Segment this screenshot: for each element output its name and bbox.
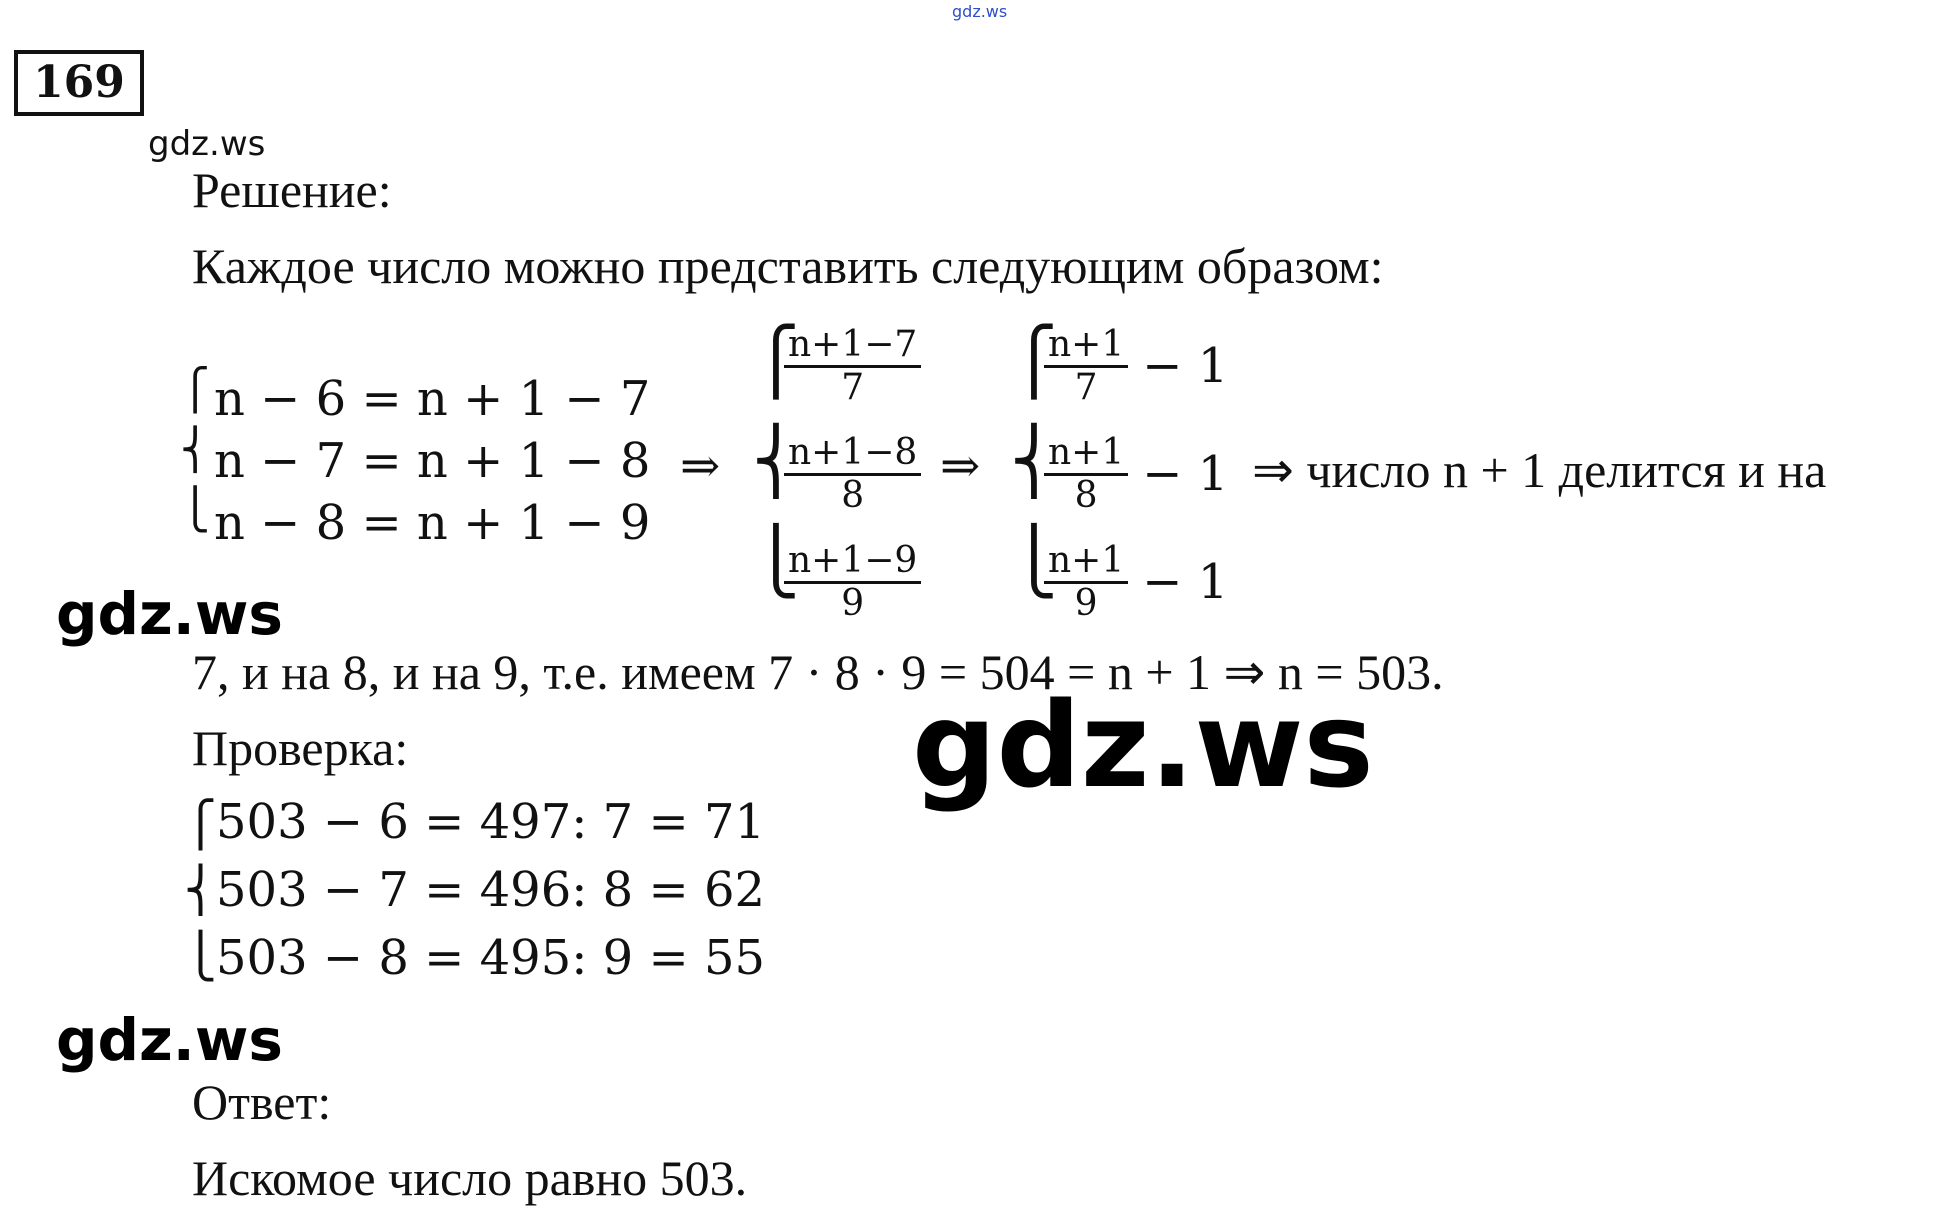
minus-one: − 1 <box>1142 338 1229 394</box>
equation-line: n − 7 = n + 1 − 8 <box>214 433 651 489</box>
numerator: n+1−8 <box>788 431 918 473</box>
numerator: n+1−7 <box>788 323 918 365</box>
check-line: 503 − 6 = 497: 7 = 71 <box>216 794 766 850</box>
conclusion-tail: ⇒ число n + 1 делится и на <box>1252 442 1827 498</box>
fraction <box>1044 325 1128 408</box>
fraction <box>784 433 921 516</box>
equation-system-1 <box>214 368 650 554</box>
check-system <box>216 788 765 992</box>
fraction-system-3 <box>1044 312 1228 636</box>
denominator: 8 <box>784 473 921 516</box>
equation-line: n − 8 = n + 1 − 9 <box>214 495 651 551</box>
left-brace: ⎧ ⎨ ⎩ <box>1010 325 1058 599</box>
solution-intro: Каждое число можно представить следующим образом: <box>192 238 1384 294</box>
minus-one: − 1 <box>1142 446 1229 502</box>
fraction <box>784 541 921 624</box>
watermark-medium: gdz.ws <box>56 580 283 648</box>
left-brace: ⎧ ⎨ ⎩ <box>752 325 800 599</box>
equation-line: n − 6 = n + 1 − 7 <box>214 371 651 427</box>
numerator: n+1 <box>1048 431 1125 473</box>
watermark-small: gdz.ws <box>148 124 266 164</box>
watermark-large: gdz.ws <box>912 676 1374 814</box>
fraction <box>784 325 921 408</box>
solution-label: Решение: <box>192 162 392 218</box>
numerator: n+1 <box>1048 323 1125 365</box>
watermark-medium: gdz.ws <box>56 1006 283 1074</box>
check-line: 503 − 8 = 495: 9 = 55 <box>216 930 766 986</box>
implies-arrow: ⇒ <box>680 438 721 494</box>
denominator: 9 <box>784 581 921 624</box>
problem-number-box: 169 <box>14 50 144 116</box>
minus-one: − 1 <box>1142 554 1229 610</box>
left-brace: ⎧ ⎨ ⎩ <box>184 799 217 982</box>
denominator: 9 <box>1044 581 1128 624</box>
conclusion-line: 7, и на 8, и на 9, т.е. имеем 7 · 8 · 9 = 504 = n + 1 ⇒ n = 503. <box>192 644 1444 700</box>
fraction-system-2 <box>784 312 921 636</box>
check-label: Проверка: <box>192 720 409 776</box>
answer-text: Искомое число равно 503. <box>192 1150 748 1206</box>
numerator: n+1−9 <box>788 539 918 581</box>
fraction <box>1044 541 1128 624</box>
fraction <box>1044 433 1128 516</box>
denominator: 7 <box>1044 365 1128 408</box>
numerator: n+1 <box>1048 539 1125 581</box>
header-watermark: gdz.ws <box>952 2 1008 21</box>
left-brace: ⎧ ⎨ ⎩ <box>180 367 210 533</box>
implies-arrow: ⇒ <box>940 438 981 494</box>
denominator: 7 <box>784 365 921 408</box>
answer-label: Ответ: <box>192 1074 332 1130</box>
check-line: 503 − 7 = 496: 8 = 62 <box>216 862 766 918</box>
denominator: 8 <box>1044 473 1128 516</box>
